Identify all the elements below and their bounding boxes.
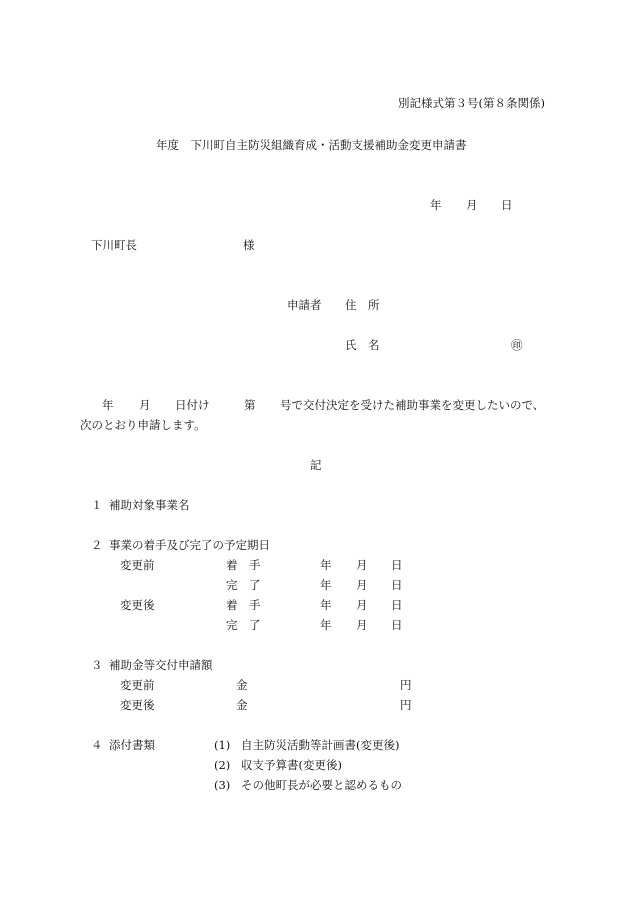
item4-label: 添付書類 — [109, 738, 155, 752]
body-year: 年 — [102, 398, 114, 412]
item2-group-after: 変更後 — [120, 598, 155, 612]
doc-number: (1) — [214, 738, 231, 752]
item3-kin: 金 — [236, 678, 248, 692]
body-rest: 号で交付決定を受けた補助事業を変更したいので、 — [280, 398, 545, 412]
item2-number: ２ — [91, 538, 103, 552]
item2-type: 着 手 — [226, 558, 261, 572]
item3-yen: 円 — [400, 698, 412, 712]
item2-type: 完 了 — [226, 618, 261, 632]
body-line2: 次のとおり申請します。 — [80, 418, 206, 432]
item2-year: 年 — [320, 558, 332, 572]
item2-month: 月 — [356, 578, 368, 592]
item1-label: 補助対象事業名 — [109, 498, 190, 512]
body-month: 月 — [139, 398, 151, 412]
item2-month: 月 — [356, 618, 368, 632]
date-year: 年 — [430, 198, 442, 212]
item2-day: 日 — [391, 598, 403, 612]
body-no: 第 — [244, 398, 256, 412]
item3-kin: 金 — [236, 698, 248, 712]
item2-year: 年 — [320, 598, 332, 612]
item3-label: 補助金等交付申請額 — [109, 658, 213, 672]
item2-label: 事業の着手及び完了の予定期日 — [109, 538, 270, 552]
body-dated: 日付け — [175, 398, 210, 412]
item2-type: 着 手 — [226, 598, 261, 612]
doc-text: 収支予算書(変更後) — [241, 758, 342, 772]
doc-number: (3) — [214, 778, 231, 792]
doc-number: (2) — [214, 758, 231, 772]
ki-heading: 記 — [310, 458, 322, 472]
item2-day: 日 — [391, 558, 403, 572]
item4-number: ４ — [91, 738, 103, 752]
item2-year: 年 — [320, 578, 332, 592]
item3-group-after: 変更後 — [120, 698, 155, 712]
addressee-honorific: 様 — [243, 238, 255, 252]
item3-yen: 円 — [400, 678, 412, 692]
form-number: 別記様式第３号(第８条関係) — [398, 96, 545, 110]
applicant-label: 申請者 — [287, 298, 322, 312]
item2-month: 月 — [356, 558, 368, 572]
date-day: 日 — [501, 198, 513, 212]
item2-month: 月 — [356, 598, 368, 612]
doc-text: その他町長が必要と認めるもの — [241, 778, 402, 792]
addressee-name: 下川町長 — [91, 238, 137, 252]
page-title: 年度 下川町自主防災組織育成・活動支援補助金変更申請書 — [156, 138, 467, 152]
item1-number: １ — [91, 498, 103, 512]
item2-day: 日 — [391, 618, 403, 632]
item2-day: 日 — [391, 578, 403, 592]
address-label: 住 所 — [345, 298, 380, 312]
doc-text: 自主防災活動等計画書(変更後) — [241, 738, 400, 752]
item3-number: ３ — [91, 658, 103, 672]
item3-group-before: 変更前 — [120, 678, 155, 692]
item2-type: 完 了 — [226, 578, 261, 592]
seal-mark: ㊞ — [511, 338, 523, 352]
date-month: 月 — [466, 198, 478, 212]
item2-group-before: 変更前 — [120, 558, 155, 572]
item2-year: 年 — [320, 618, 332, 632]
name-label: 氏 名 — [345, 338, 380, 352]
